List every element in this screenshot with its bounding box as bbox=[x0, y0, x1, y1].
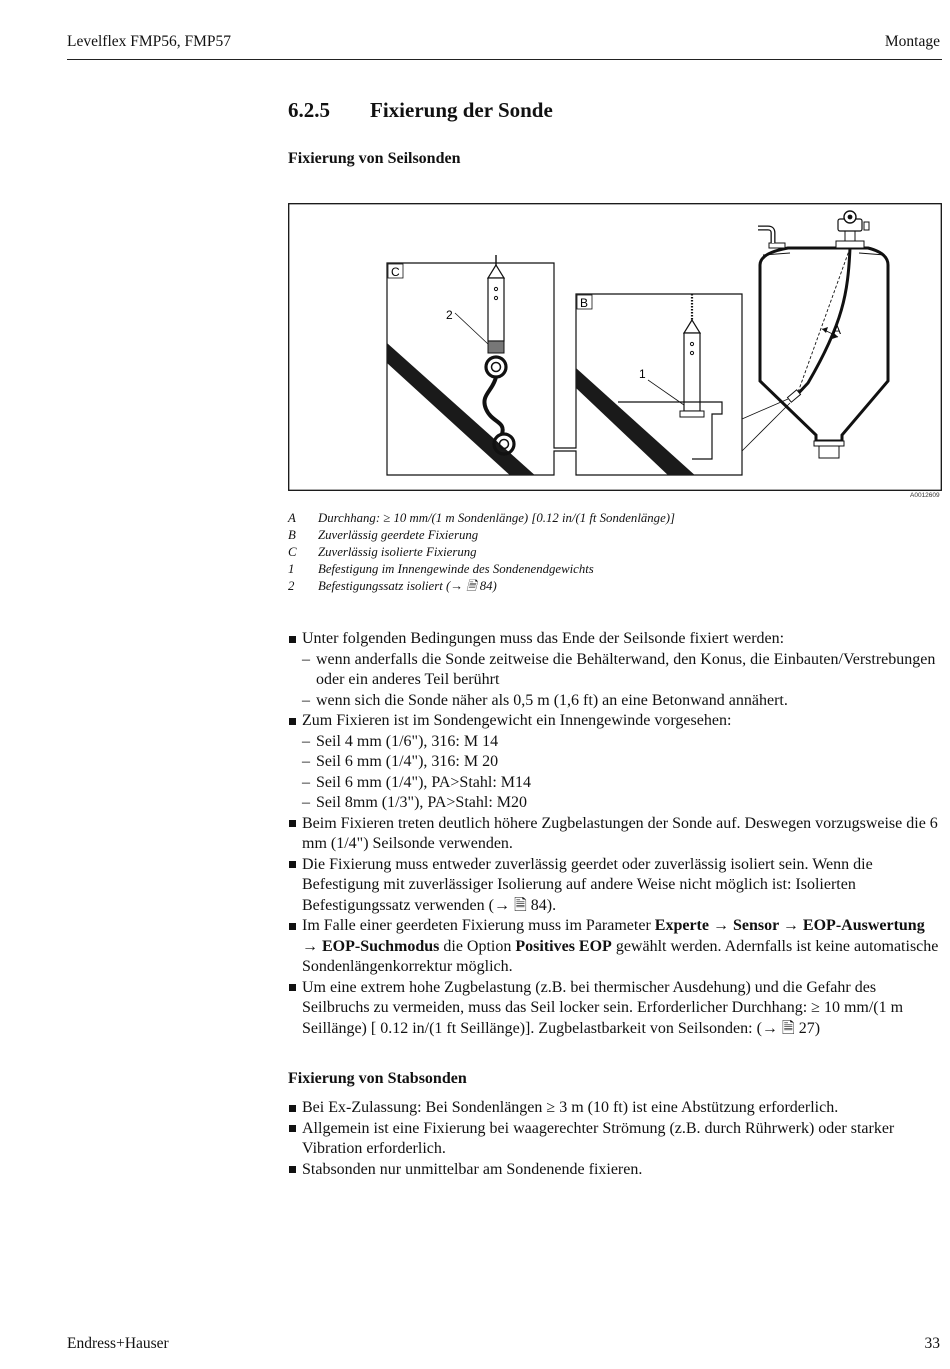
list-item: Zum Fixieren ist im Sondengewicht ein Innengewinde vorgesehen: bbox=[288, 711, 943, 732]
figure-id: A0012609 bbox=[910, 492, 940, 499]
footer-page-number: 33 bbox=[924, 1335, 940, 1352]
label-2: 2 bbox=[446, 308, 453, 322]
connector-line-lower bbox=[742, 403, 790, 451]
legend-key: 1 bbox=[288, 562, 295, 576]
wall-hatch-b bbox=[576, 368, 698, 478]
legend-key: 2 bbox=[288, 579, 295, 593]
list-subitem: – Seil 8mm (1/3"), PA>Stahl: M20 bbox=[288, 793, 943, 814]
text-run: Im Falle einer geerdeten Fixierung muss im Parameter bbox=[302, 917, 655, 934]
wall-hatch-c bbox=[387, 343, 538, 478]
label-a: A bbox=[833, 323, 842, 337]
rope-probe-list bbox=[288, 629, 943, 1039]
legend-text: Zuverlässig geerdete Fixierung bbox=[318, 528, 479, 542]
option-name: Positives EOP bbox=[515, 937, 612, 955]
header-rule bbox=[67, 59, 942, 60]
text-run: gewählt werden. Adernfalls ist keine automatische Sondenlängenkorrektur möglich. bbox=[302, 937, 939, 975]
text-run: die Option bbox=[439, 937, 516, 955]
list-item: Um eine extrem hohe Zugbelastung (z.B. bei thermischer Ausdehung) und die Gefahr des Seilbruchs zu vermeiden, muss das Seil locker sein. Erforderlicher Durchhang: ≥ 10 mm/(1 m Seillänge) [ 0.12 in/(1 ft Seillänge)]. Zugbelastbarkeit von Seilsonden: (→ 🗎 27) bbox=[288, 978, 943, 1040]
rod-probe-list bbox=[288, 1098, 943, 1180]
label-1: 1 bbox=[639, 367, 646, 381]
list-item bbox=[288, 916, 943, 978]
section-number: 6.2.5 bbox=[288, 98, 330, 122]
figure-legend bbox=[288, 510, 675, 595]
section-title: Fixierung der Sonde bbox=[370, 98, 553, 122]
label-c: C bbox=[391, 265, 400, 279]
legend-row-a bbox=[288, 510, 675, 527]
list-item: Bei Ex-Zulassung: Bei Sondenlängen ≥ 3 m (10 ft) ist eine Abstützung erforderlich. bbox=[288, 1098, 943, 1119]
list-item: Unter folgenden Bedingungen muss das Ende der Seilsonde fixiert werden: bbox=[288, 629, 943, 650]
header-chapter: Montage bbox=[884, 33, 940, 50]
legend-text: Durchhang: ≥ 10 mm/(1 m Sondenlänge) [0.12 in/(1 ft Sondenlänge)] bbox=[318, 511, 675, 525]
legend-row-2 bbox=[288, 578, 675, 595]
legend-key: C bbox=[288, 545, 297, 559]
legend-key: B bbox=[288, 528, 296, 542]
header-doc-title: Levelflex FMP56, FMP57 bbox=[67, 33, 232, 50]
footer-company: Endress+Hauser bbox=[67, 1335, 169, 1352]
list-subitem: – Seil 6 mm (1/4"), 316: M 20 bbox=[288, 752, 943, 773]
tank-drawing bbox=[758, 211, 888, 458]
label-b: B bbox=[580, 296, 589, 310]
parameter-path: Experte → Sensor → EOP-Auswertung → EOP-Suchmodus bbox=[302, 917, 925, 955]
legend-text: Befestigung im Innengewinde des Sondenendgewichts bbox=[318, 562, 594, 576]
list-item: Beim Fixieren treten deutlich höhere Zugbelastungen der Sonde auf. Deswegen vorzugsweise die 6 mm (1/4") Seilsonde verwenden. bbox=[288, 814, 943, 855]
list-subitem: – wenn anderfalls die Sonde zeitweise die Behälterwand, den Konus, die Einbauten/Verstrebungen oder ein anderes Teil berührt bbox=[288, 650, 943, 691]
list-item: Die Fixierung muss entweder zuverlässig geerdet oder zuverlässig isoliert sein. Wenn die Befestigung mit zuverlässiger Isolierung auf andere Weise nicht möglich ist: Isolierten Befestigungssatz verwenden (→ 🗎 84). bbox=[288, 855, 943, 917]
list-subitem: – Seil 4 mm (1/6"), 316: M 14 bbox=[288, 732, 943, 753]
list-item: Allgemein ist eine Fixierung bei waagerechter Strömung (z.B. durch Rührwerk) oder starker Vibration erforderlich. bbox=[288, 1119, 943, 1160]
legend-key: A bbox=[288, 511, 296, 525]
section-heading bbox=[288, 98, 553, 123]
fixation-figure bbox=[288, 203, 942, 491]
legend-text: Zuverlässig isolierte Fixierung bbox=[318, 545, 477, 559]
legend-row-1 bbox=[288, 561, 675, 578]
legend-row-c bbox=[288, 544, 675, 561]
list-item: Stabsonden nur unmittelbar am Sondenende fixieren. bbox=[288, 1160, 943, 1181]
list-subitem: – Seil 6 mm (1/4"), PA>Stahl: M14 bbox=[288, 773, 943, 794]
legend-row-b bbox=[288, 527, 675, 544]
subheading-rod-probes: Fixierung von Stabsonden bbox=[288, 1070, 467, 1087]
subheading-rope-probes: Fixierung von Seilsonden bbox=[288, 150, 461, 167]
list-subitem: – wenn sich die Sonde näher als 0,5 m (1,6 ft) an eine Betonwand annähert. bbox=[288, 691, 943, 712]
legend-text: Befestigungssatz isoliert (→ 🗎 84) bbox=[318, 579, 497, 593]
